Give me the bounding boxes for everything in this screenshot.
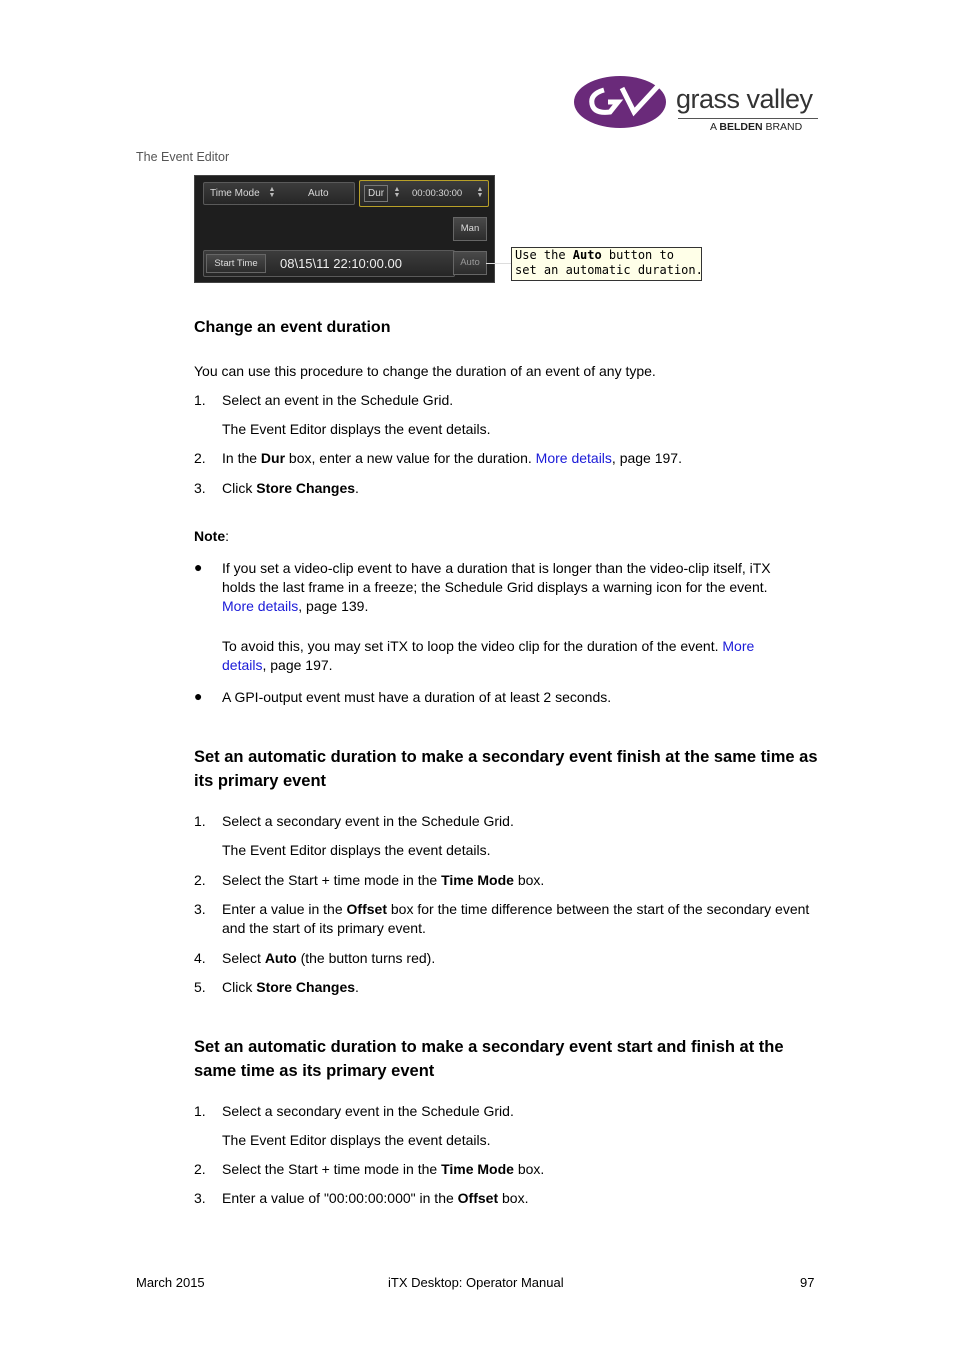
bullet-icon: ● — [194, 559, 203, 575]
grass-valley-logo — [574, 70, 824, 136]
step-text: Click Store Changes. — [222, 979, 359, 995]
auto-button[interactable]: Auto — [453, 251, 487, 275]
step-result: The Event Editor displays the event details. — [222, 1132, 491, 1148]
dur-spinner-icon[interactable]: ▲ ▼ — [393, 186, 401, 199]
step-number: 2. — [194, 450, 206, 466]
dur-field[interactable] — [359, 180, 489, 207]
step-text: In the Dur box, enter a new value for the duration. More details, page 197. — [222, 450, 682, 466]
note-label: Note: — [194, 528, 230, 544]
more-details-link[interactable]: More — [722, 638, 755, 654]
running-header: The Event Editor — [136, 150, 230, 164]
step-number: 1. — [194, 1103, 206, 1119]
bullet-continuation: To avoid this, you may set iTX to loop the video clip for the duration of the event. More details, page 197. — [222, 638, 755, 673]
step-number: 4. — [194, 950, 206, 966]
section-heading: Set an automatic duration to make a secondary event finish at the same time as its primary event — [194, 748, 818, 790]
step-text: Select the Start + time mode in the Time Mode box. — [222, 872, 545, 888]
time-mode-field[interactable] — [203, 182, 355, 205]
step-result: The Event Editor displays the event details. — [222, 421, 491, 437]
step-number: 3. — [194, 901, 206, 917]
step-number: 3. — [194, 1190, 206, 1206]
start-time-field[interactable] — [203, 250, 455, 277]
logo-subtitle: A BELDEN BRAND — [710, 121, 803, 133]
section-heading: Set an automatic duration to make a secondary event start and finish at the same time as its primary event — [194, 1038, 784, 1080]
intro-paragraph: You can use this procedure to change the duration of an event of any type. — [194, 363, 656, 379]
step-text: Enter a value in the Offset box for the time difference between the start of the secondary event and the start of its primary event. — [222, 901, 810, 936]
event-editor-screenshot — [194, 175, 495, 283]
footer-title: iTX Desktop: Operator Manual — [388, 1275, 564, 1290]
step-number: 3. — [194, 480, 206, 496]
step-text: Select a secondary event in the Schedule Grid. — [222, 1103, 514, 1119]
step-text: Enter a value of "00:00:00:000" in the Offset box. — [222, 1190, 529, 1206]
step-text: Select a secondary event in the Schedule Grid. — [222, 813, 514, 829]
more-details-link[interactable]: More details — [535, 450, 612, 466]
dur-value: 00:00:30:00 — [412, 188, 463, 199]
start-time-label[interactable]: Start Time — [206, 254, 266, 273]
step-text: Select an event in the Schedule Grid. — [222, 392, 454, 408]
dur-label: Dur — [364, 185, 388, 202]
footer-date: March 2015 — [136, 1275, 205, 1290]
start-time-value: 08\15\11 22:10:00.00 — [280, 256, 402, 271]
bullet-text: A GPI-output event must have a duration of at least 2 seconds. — [222, 689, 612, 705]
grass-valley-emblem-icon — [574, 72, 674, 132]
dur-spinner-right-icon[interactable]: ▲ ▼ — [476, 186, 484, 199]
bullet-icon: ● — [194, 688, 203, 704]
step-number: 2. — [194, 872, 206, 888]
time-mode-spinner-icon[interactable]: ▲ ▼ — [268, 186, 276, 199]
time-mode-label: Time Mode — [210, 188, 260, 199]
callout-line-2: set an automatic duration. — [515, 263, 703, 277]
time-mode-value: Auto — [308, 188, 329, 199]
step-text: Select the Start + time mode in the Time Mode box. — [222, 1161, 545, 1177]
page-number: 97 — [800, 1275, 815, 1290]
step-number: 1. — [194, 813, 206, 829]
more-details-link[interactable]: More details — [222, 598, 299, 614]
step-text: Select Auto (the button turns red). — [222, 950, 436, 966]
step-result: The Event Editor displays the event details. — [222, 842, 491, 858]
step-number: 5. — [194, 979, 206, 995]
callout-leader — [486, 263, 511, 264]
step-number: 2. — [194, 1161, 206, 1177]
man-button[interactable]: Man — [453, 217, 487, 241]
logo-rule — [678, 118, 818, 119]
step-text: Click Store Changes. — [222, 480, 359, 496]
section-heading: Change an event duration — [194, 319, 391, 336]
more-details-link[interactable]: details — [222, 657, 263, 673]
callout — [511, 247, 702, 281]
logo-wordmark: grass valley — [676, 84, 813, 114]
callout-line-1: Use the Auto button to — [515, 248, 674, 262]
bullet-text: If you set a video-clip event to have a duration that is longer than the video-clip itself, iTX holds the last frame in a freeze; the Schedule Grid displays a warning icon for the event. More details, page 139. — [222, 560, 771, 614]
step-number: 1. — [194, 392, 206, 408]
